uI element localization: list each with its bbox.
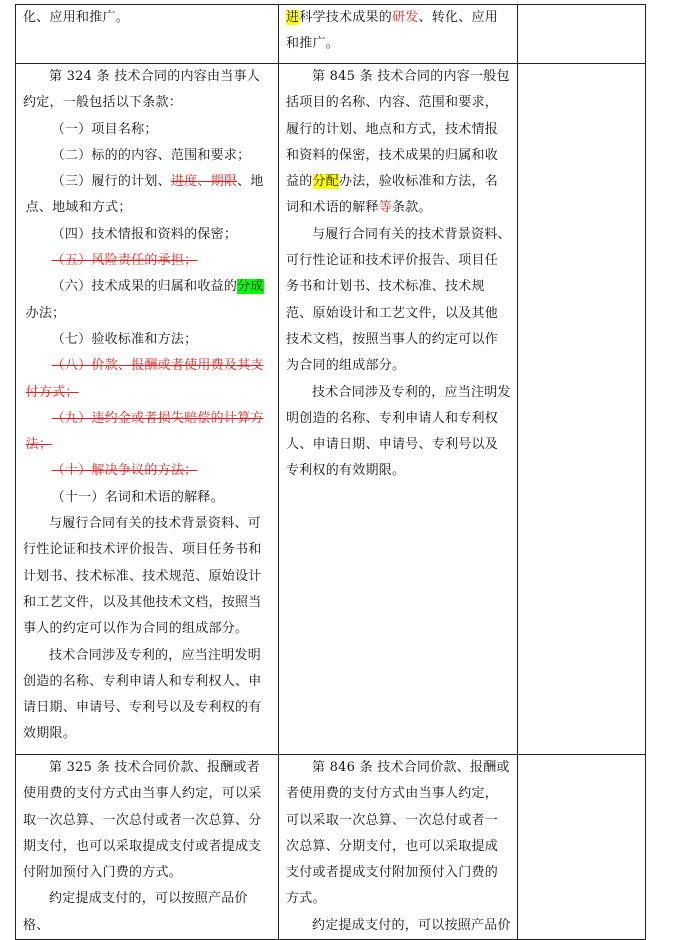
clause-item (23, 169, 272, 222)
clause-item (23, 274, 272, 327)
article-324-heading: 第 324 条 技术合同的内容由当事人约定，一般包括以下条款： (23, 69, 260, 111)
note-cell (518, 5, 646, 64)
clause-item: （一）项目名称； (51, 121, 158, 137)
article-325-heading: 第 325 条 技术合同价款、报酬或者使用费的支付方式由当事人约定，可以采取一次总算、一次总付或者一次总算、分期支付，也可以采取提成支付或者提成支付附加预付入门费的方式。 (23, 760, 262, 881)
old-text-cell (16, 5, 279, 64)
paragraph: 约定提成支付的，可以按照产品价 (312, 917, 511, 933)
text-run: （六）技术成果的归属和收益的 (51, 279, 238, 295)
new-text-cell (279, 755, 518, 940)
clause-item: （七）验收标准和方法； (51, 331, 198, 347)
highlighted-text: 进 (286, 10, 300, 25)
new-paragraph (286, 5, 511, 58)
article-845-heading (286, 64, 511, 222)
highlighted-text: 分配 (312, 174, 340, 190)
text-run: 科学技术成果的 (299, 10, 393, 25)
clause-item: （二）标的的内容、范围和要求； (51, 147, 251, 163)
deleted-clause-item: （五）风险责任的承担； (51, 253, 198, 269)
inserted-text: 研发 (392, 10, 419, 25)
text-run: 办法，验收标准和方法，名词和术语的解释 (286, 174, 499, 216)
deleted-text: 进度、期限 (170, 174, 238, 190)
clause-item: （十一）名词和术语的解释。 (51, 489, 224, 505)
comparison-table (15, 4, 646, 940)
paragraph: 技术合同涉及专利的，应当注明发明创造的名称、专利申请人和专利权人、申请日期、申请号、专利号以及专利权的有效期限。 (23, 647, 262, 742)
paragraph: 约定提成支付的，可以按照产品价格、 (23, 891, 248, 933)
table-row (16, 5, 646, 64)
new-text-cell (279, 5, 518, 64)
paragraph: 与履行合同有关的技术背景资料、可行性论证和技术评价报告、项目任务书和计划书、技术标准、技术规范、原始设计和工艺文件，以及其他技术文档，按照当事人的约定可以作为合同的组成部分。 (286, 226, 511, 374)
text-run: 第 845 条 技术合同的内容一般包括项目的名称、内容、范围和要求，履行的计划、地点和方式，技术情报和资料的保密，技术成果的归属和收益的 (286, 69, 510, 190)
table-row (16, 64, 646, 755)
text-run: （三）履行的计划、 (51, 174, 171, 190)
note-cell (518, 64, 646, 755)
paragraph: 与履行合同有关的技术背景资料、可行性论证和技术评价报告、项目任务书和计划书、技术标准、技术规范、原始设计和工艺文件，以及其他技术文档，按照当事人的约定可以作为合同的组成部分。 (23, 516, 262, 637)
old-text-cell (16, 755, 279, 940)
old-paragraph: 化、应用和推广。 (23, 10, 130, 25)
article-846-heading: 第 846 条 技术合同价款、报酬或者使用费的支付方式由当事人约定，可以采取一次总算、一次总付或者一次总算、分期支付，也可以采取提成支付或者提成支付附加预付入门费的方式。 (286, 760, 510, 907)
note-cell (518, 755, 646, 940)
deleted-clause-item: （八）价款、报酬或者使用费及其支付方式； (25, 358, 264, 400)
text-run: 办法； (25, 305, 66, 321)
highlighted-text: 分成 (237, 279, 264, 295)
old-text-cell (16, 64, 279, 755)
new-text-cell (279, 64, 518, 755)
text-run: 条款。 (392, 200, 432, 216)
text-run: 、转化、应用和推广。 (286, 10, 499, 52)
table-row (16, 755, 646, 940)
paragraph: 技术合同涉及专利的，应当注明发明创造的名称、专利申请人和专利权人、申请日期、申请号、专利号以及专利权的有效期限。 (286, 384, 511, 479)
text-run: 、地点、地域和方式； (25, 174, 264, 216)
clause-item: （四）技术情报和资料的保密； (51, 226, 238, 242)
inserted-text: 等 (378, 200, 393, 216)
deleted-clause-item: （十）解决争议的方法； (51, 463, 198, 479)
deleted-clause-item: （九）违约金或者损失赔偿的计算方法； (25, 410, 264, 453)
